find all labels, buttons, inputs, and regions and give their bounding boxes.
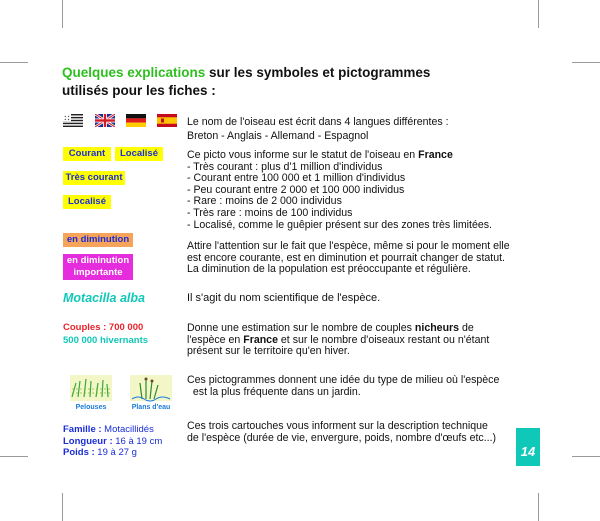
status-badge-localise-2: Localisé xyxy=(63,195,111,209)
cartouche-line: Ces trois cartouches vous informent sur la description technique xyxy=(187,420,488,432)
title-line1: sur les symboles et pictogrammes xyxy=(205,65,431,80)
status-intro: Ce picto vous informe sur le statut de l'oiseau en xyxy=(187,149,419,161)
habitat-line: est la plus fréquente dans un jardin. xyxy=(187,385,361,398)
pict-label-lawn: Pelouses xyxy=(75,404,107,411)
decline-important-line1: en diminution xyxy=(66,255,130,266)
habitat-line: Ces pictogrammes donnent une idée du type de milieu où l'espèce xyxy=(187,374,500,386)
title-line2: utilisés pour les fiches : xyxy=(62,83,216,98)
decline-important-badge xyxy=(63,254,133,280)
cartouche-value: 16 à 19 cm xyxy=(112,435,163,447)
status-item: - Très rare : moins de 100 individus xyxy=(187,206,353,219)
habitat-description xyxy=(187,375,499,398)
title-highlight: Quelques explications xyxy=(62,65,206,80)
status-badge-localise: Localisé xyxy=(115,147,163,161)
population-text: l'espèce en xyxy=(187,333,244,346)
crop-mark xyxy=(0,62,28,63)
status-description xyxy=(187,150,492,231)
decline-line: est encore courante, est en diminution et pourrait changer de statut. xyxy=(187,251,506,264)
cartouche-line: de l'espèce (durée de vie, envergure, poids, nombre d'œufs etc...) xyxy=(187,431,497,444)
cartouche-key: Poids : xyxy=(63,447,95,458)
population-text: présent sur le territoire qu'en hiver. xyxy=(187,345,350,358)
hivernants-count: 500 000 hivernants xyxy=(63,335,149,346)
status-item: - Localisé, comme le guêpier présent sur des zones très limitées. xyxy=(187,218,492,231)
crop-mark xyxy=(0,456,28,457)
germany-flag-icon xyxy=(126,114,146,127)
status-item: - Très courant : plus d'1 million d'individus xyxy=(187,160,383,173)
languages-line1: Le nom de l'oiseau est écrit dans 4 langues différentes : xyxy=(187,116,449,128)
population-bold: France xyxy=(243,333,278,346)
cartouche-key: Longueur : xyxy=(63,435,113,447)
pict-label-water: Plans d'eau xyxy=(131,404,171,411)
population-bold: nicheurs xyxy=(414,322,460,334)
population-text: et sur le nombre d'oiseaux restant ou n'étant xyxy=(277,333,490,346)
crop-mark xyxy=(538,493,539,521)
status-item: - Courant entre 100 000 et 1 million d'individus xyxy=(187,172,406,185)
couples-count: Couples : 700 000 xyxy=(63,322,144,333)
status-badge-tres-courant: Très courant xyxy=(63,171,125,185)
crop-mark xyxy=(572,62,600,63)
decline-badge: en diminution xyxy=(63,233,133,247)
uk-flag-icon xyxy=(95,114,115,127)
decline-line: La diminution de la population est préoccupante et régulière. xyxy=(187,263,471,276)
breton-flag-icon xyxy=(63,114,83,127)
languages-line2: Breton - Anglais - Allemand - Espagnol xyxy=(187,130,369,142)
crop-mark xyxy=(62,493,63,521)
status-item: - Rare : moins de 2 000 individus xyxy=(187,195,342,208)
technical-cartouche xyxy=(63,424,162,459)
cartouche-description xyxy=(187,421,496,444)
status-intro-bold: France xyxy=(418,149,453,161)
decline-important-line2: importante xyxy=(73,267,123,278)
cartouche-value: Motacillidés xyxy=(101,424,154,435)
crop-mark xyxy=(538,0,539,28)
scientific-description: Il s'agit du nom scientifique de l'espèce. xyxy=(187,292,381,304)
spain-flag-icon xyxy=(157,114,177,127)
page-title xyxy=(62,64,430,100)
scientific-name: Motacilla alba xyxy=(63,291,145,305)
svg-text:✦ ✦: ✦ ✦ xyxy=(64,117,70,122)
status-badge-courant: Courant xyxy=(63,147,111,161)
population-description xyxy=(187,323,489,358)
crop-mark xyxy=(572,456,600,457)
population-text: de xyxy=(459,322,474,334)
decline-description xyxy=(187,241,510,276)
crop-mark xyxy=(62,0,63,28)
page-number: 14 xyxy=(516,428,540,466)
decline-line: Attire l'attention sur le fait que l'espèce, même si pour le moment elle xyxy=(187,240,510,252)
cartouche-key: Famille : xyxy=(63,424,102,435)
status-item: - Peu courant entre 2 000 et 100 000 individus xyxy=(187,183,405,196)
population-text: Donne une estimation sur le nombre de couples xyxy=(187,322,415,334)
svg-text:✦ ✦: ✦ ✦ xyxy=(64,114,70,119)
cartouche-value: 19 à 27 g xyxy=(94,447,137,458)
